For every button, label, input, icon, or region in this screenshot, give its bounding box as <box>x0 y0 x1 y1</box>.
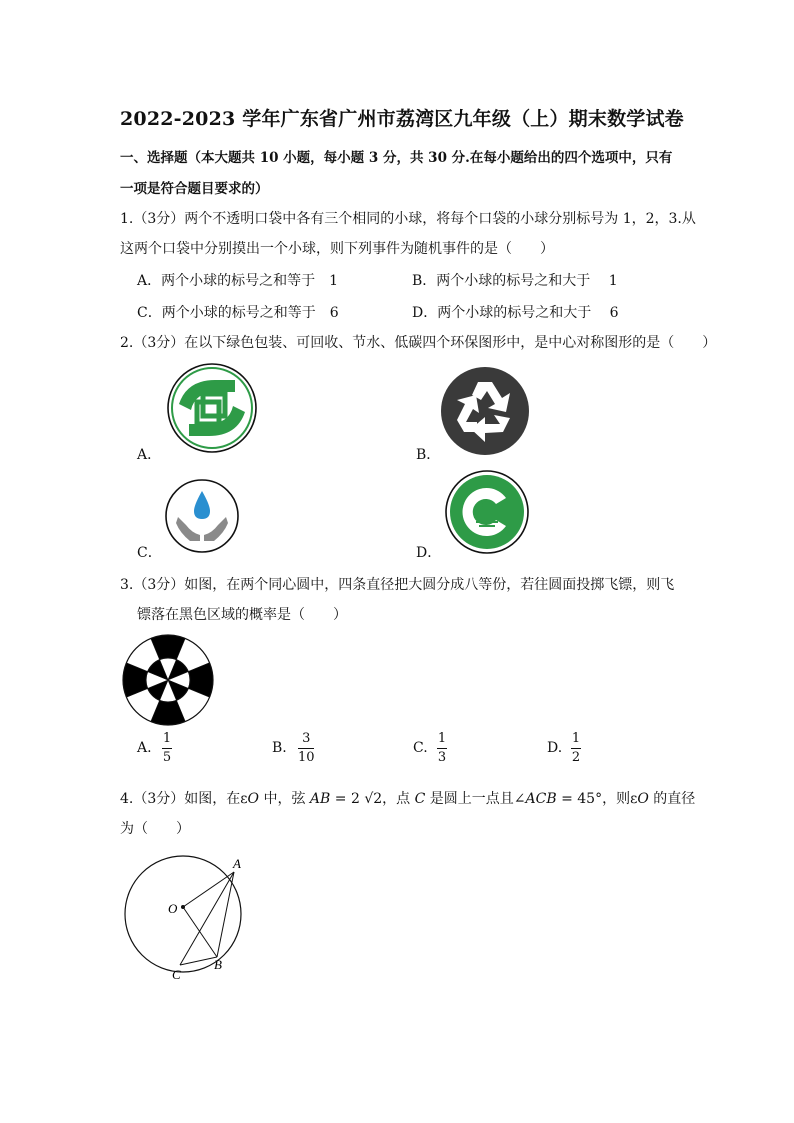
q1-option-a: A．两个小球的标号之和等于 1 <box>137 273 339 289</box>
q3-option-a-fraction: 1 5 <box>162 731 172 765</box>
water-saving-logo-icon <box>164 479 240 553</box>
q3-option-d-letter: D. <box>547 740 563 756</box>
q3-option-d-fraction: 1 2 <box>571 731 581 765</box>
q1-text-line1: 1.（3分）两个不透明口袋中各有三个相同的小球，将每个口袋的小球分别标号为 1，2，3.从 <box>120 211 696 227</box>
q1-option-c: C．两个小球的标号之和等于 6 <box>137 305 339 321</box>
q1-option-b: B．两个小球的标号之和大于 1 <box>412 273 618 289</box>
point-b-label: B <box>214 957 222 972</box>
point-a-label: A <box>233 856 241 871</box>
green-package-logo-icon <box>165 362 259 454</box>
point-o-label: O <box>168 901 178 916</box>
recycle-logo-icon <box>440 366 530 456</box>
q2-label-b: B． <box>416 447 441 463</box>
q3-option-a-letter: A. <box>137 740 152 756</box>
q3-text-line1: 3.（3分）如图，在两个同心圆中，四条直径把大圆分成八等份，若往圆面投掷飞镖，则飞 <box>120 577 675 593</box>
q2-label-c: C． <box>137 545 162 561</box>
low-carbon-logo-icon <box>444 470 530 554</box>
q3-option-b-fraction: 3 10 <box>298 731 315 765</box>
q3-option-b-letter: B. <box>272 740 287 756</box>
section-heading-line2: 一项是符合题目要求的） <box>120 181 269 197</box>
page-title: 2022-2023 学年广东省广州市荔湾区九年级（上）期末数学试卷 <box>120 108 684 130</box>
q4-text-line2: 为（ ） <box>120 821 190 837</box>
q2-label-d: D． <box>416 545 442 561</box>
circle-chord-figure <box>120 852 250 986</box>
point-c-label: C <box>172 967 181 982</box>
q1-option-d: D．两个小球的标号之和大于 6 <box>412 305 619 321</box>
concentric-circles-dartboard-figure <box>122 634 214 726</box>
q1-text-line2: 这两个口袋中分别摸出一个小球，则下列事件为随机事件的是（ ） <box>120 241 554 257</box>
q3-option-c-fraction: 1 3 <box>437 731 447 765</box>
section-heading-line1: 一、选择题（本大题共 10 小题，每小题 3 分，共 30 分.在每小题给出的四个选项中，只有 <box>120 150 673 166</box>
q3-option-c-letter: C. <box>413 740 428 756</box>
q4-text-line1: 4.（3分）如图，在εO 中，弦 AB = 2 √2，点 C 是圆上一点且∠ACB = 45°，则εO 的直径 <box>120 791 696 807</box>
q2-text: 2.（3分）在以下绿色包装、可回收、节水、低碳四个环保图形中，是中心对称图形的是（ ） <box>120 335 717 351</box>
q3-text-line2: 镖落在黑色区域的概率是（ ） <box>137 607 347 623</box>
q2-label-a: A． <box>137 447 162 463</box>
